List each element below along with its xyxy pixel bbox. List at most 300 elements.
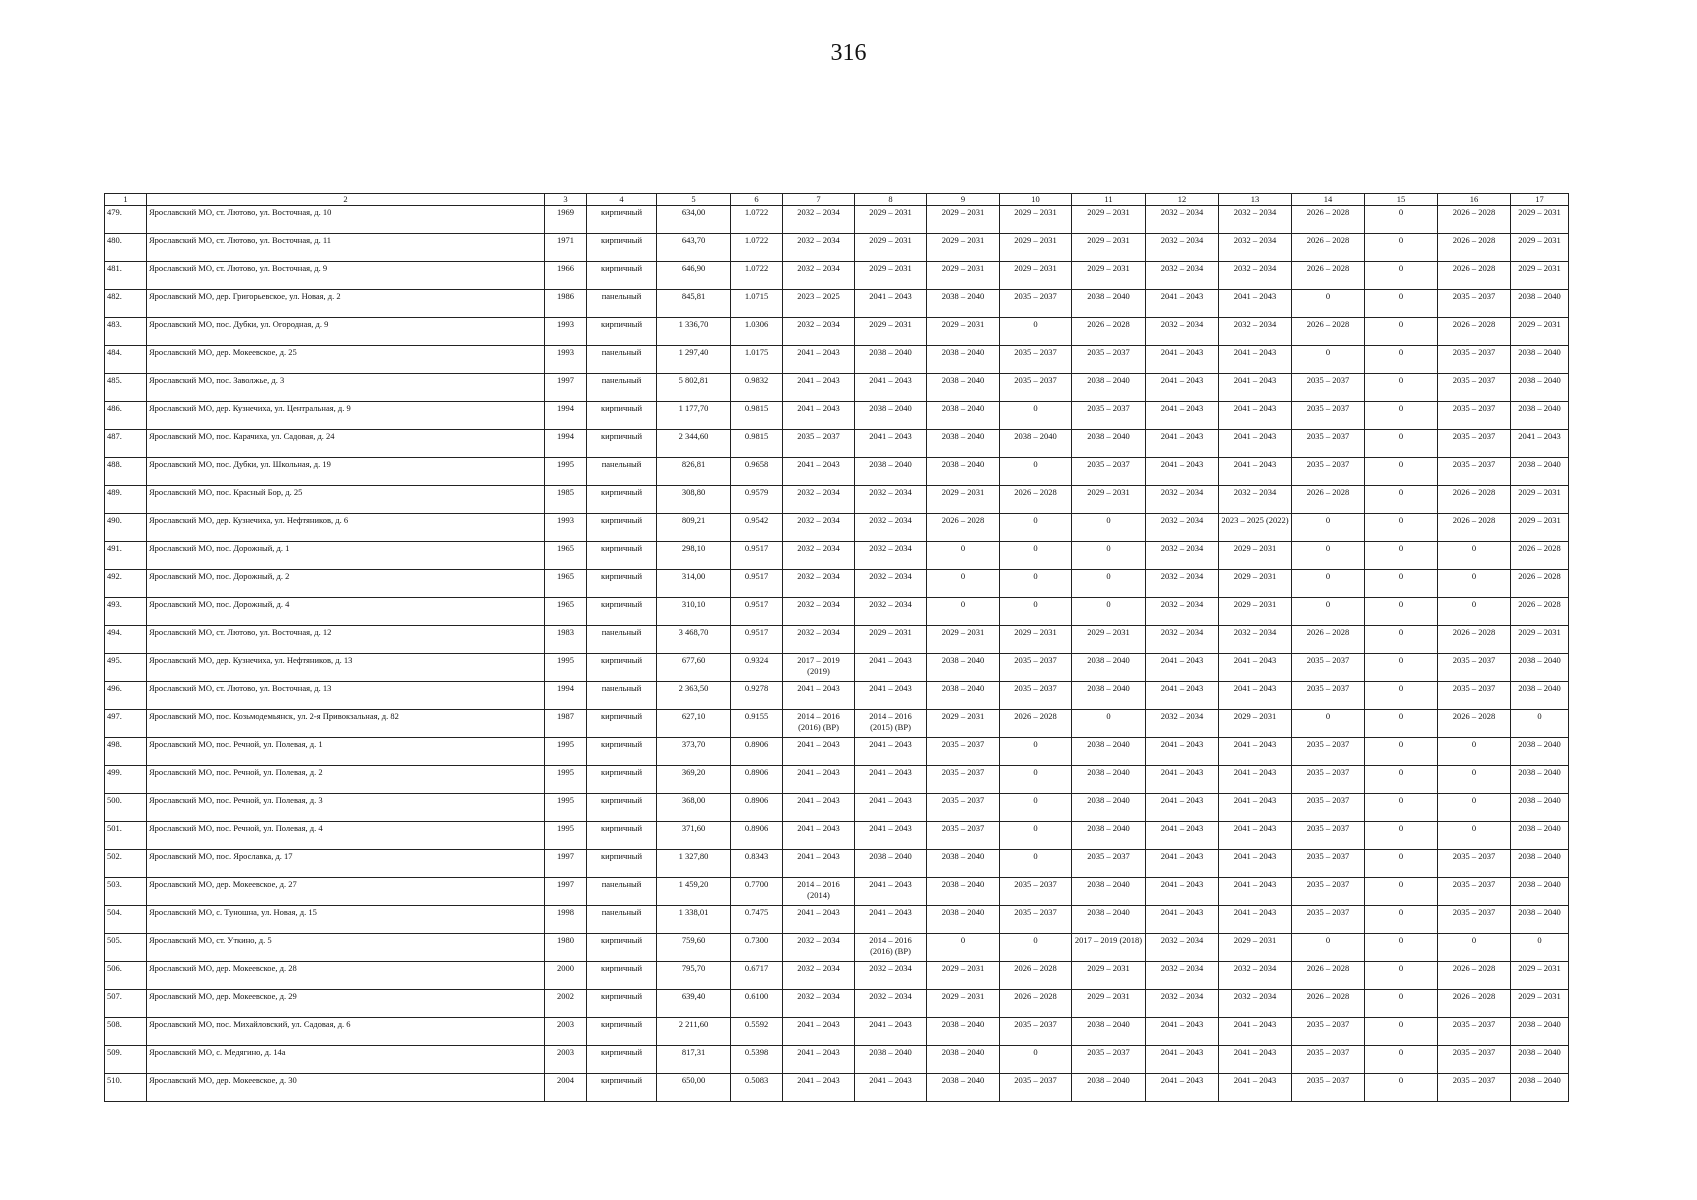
table-cell: 2038 – 2040	[1072, 1018, 1146, 1046]
table-cell: 0.7300	[731, 934, 783, 962]
table-cell: 2041 – 2043	[1219, 430, 1292, 458]
table-cell: Ярославский МО, пос. Козьмодемьянск, ул. 2-я Привокзальная, д. 82	[147, 710, 545, 738]
table-row	[105, 850, 1569, 878]
table-cell: 2029 – 2031	[927, 990, 1000, 1018]
table-row	[105, 430, 1569, 458]
table-cell: 0	[1365, 626, 1438, 654]
table-cell: 2041 – 2043	[1219, 402, 1292, 430]
table-cell: панельный	[587, 878, 657, 906]
table-cell: Ярославский МО, ст. Лютово, ул. Восточная, д. 9	[147, 262, 545, 290]
table-cell: 2041 – 2043	[1146, 1074, 1219, 1102]
table-cell: 2038 – 2040	[927, 850, 1000, 878]
table-cell: 0	[1000, 458, 1072, 486]
table-cell: 2038 – 2040	[927, 458, 1000, 486]
table-cell: 1995	[545, 738, 587, 766]
table-cell: 0.8906	[731, 822, 783, 850]
table-cell: 1994	[545, 682, 587, 710]
table-cell: 2038 – 2040	[1072, 374, 1146, 402]
table-cell: 2041 – 2043	[783, 738, 855, 766]
table-row	[105, 1018, 1569, 1046]
table-cell: 2029 – 2031	[1072, 234, 1146, 262]
table-cell: 491.	[105, 542, 147, 570]
table-cell: 2035 – 2037	[1292, 738, 1365, 766]
table-cell: 0	[1000, 542, 1072, 570]
table-cell: 2038 – 2040	[855, 402, 927, 430]
table-cell: 2041 – 2043	[783, 346, 855, 374]
table-cell: 2035 – 2037	[1438, 430, 1511, 458]
table-cell: кирпичный	[587, 514, 657, 542]
table-cell: 484.	[105, 346, 147, 374]
table-cell: 485.	[105, 374, 147, 402]
table-cell: 2038 – 2040	[855, 458, 927, 486]
table-cell: кирпичный	[587, 542, 657, 570]
table-cell: 2026 – 2028	[1000, 710, 1072, 738]
table-cell: Ярославский МО, пос. Карачиха, ул. Садовая, д. 24	[147, 430, 545, 458]
table-row	[105, 542, 1569, 570]
table-cell: 2038 – 2040	[1072, 766, 1146, 794]
table-cell: 0	[1292, 290, 1365, 318]
table-cell: 2032 – 2034	[1146, 514, 1219, 542]
table-cell: 0.8906	[731, 738, 783, 766]
table-row	[105, 346, 1569, 374]
table-cell: Ярославский МО, пос. Красный Бор, д. 25	[147, 486, 545, 514]
table-cell: 495.	[105, 654, 147, 682]
table-row	[105, 654, 1569, 682]
table-cell: 480.	[105, 234, 147, 262]
table-cell: 0	[1000, 598, 1072, 626]
table-row	[105, 486, 1569, 514]
table-cell: 2038 – 2040	[1072, 1074, 1146, 1102]
table-cell: Ярославский МО, ст. Лютово, ул. Восточная, д. 11	[147, 234, 545, 262]
table-cell: 1983	[545, 626, 587, 654]
table-cell: 2041 – 2043	[1146, 374, 1219, 402]
table-cell: 2035 – 2037	[1292, 430, 1365, 458]
table-cell: 2038 – 2040	[855, 850, 927, 878]
table-row	[105, 290, 1569, 318]
table-cell: 1965	[545, 598, 587, 626]
table-cell: 639,40	[657, 990, 731, 1018]
table-cell: 2026 – 2028	[1292, 486, 1365, 514]
table-cell: 2032 – 2034	[1219, 262, 1292, 290]
table-cell: 0	[1365, 934, 1438, 962]
table-cell: 2035 – 2037	[1000, 290, 1072, 318]
table-cell: 2017 – 2019 (2018)	[1072, 934, 1146, 962]
table-cell: 2029 – 2031	[927, 710, 1000, 738]
table-cell: Ярославский МО, ст. Лютово, ул. Восточная, д. 13	[147, 682, 545, 710]
table-cell: 2029 – 2031	[1511, 990, 1569, 1018]
table-row	[105, 374, 1569, 402]
table-cell: 0.9155	[731, 710, 783, 738]
table-cell: 2026 – 2028	[1438, 990, 1511, 1018]
table-cell: 0	[1072, 598, 1146, 626]
table-cell: 2041 – 2043	[855, 822, 927, 850]
table-cell: 0.9517	[731, 570, 783, 598]
table-cell: 2026 – 2028	[1438, 962, 1511, 990]
table-cell: 1.0306	[731, 318, 783, 346]
table-cell: 2035 – 2037	[1292, 1046, 1365, 1074]
table-cell: 2032 – 2034	[1219, 234, 1292, 262]
table-cell: 2029 – 2031	[1000, 262, 1072, 290]
table-cell: кирпичный	[587, 710, 657, 738]
table-cell: 1997	[545, 374, 587, 402]
table-cell: 479.	[105, 206, 147, 234]
table-cell: 2041 – 2043	[783, 794, 855, 822]
table-cell: 2032 – 2034	[1219, 206, 1292, 234]
table-cell: 500.	[105, 794, 147, 822]
table-cell: 2032 – 2034	[1146, 262, 1219, 290]
table-cell: 2038 – 2040	[927, 430, 1000, 458]
table-cell: 505.	[105, 934, 147, 962]
table-cell: 2038 – 2040	[1511, 878, 1569, 906]
table-cell: 2041 – 2043	[783, 458, 855, 486]
table-cell: 2032 – 2034	[1146, 990, 1219, 1018]
table-cell: 2041 – 2043	[783, 822, 855, 850]
table-cell: 506.	[105, 962, 147, 990]
table-cell: 2035 – 2037	[1292, 654, 1365, 682]
table-row	[105, 682, 1569, 710]
table-cell: 2032 – 2034	[783, 934, 855, 962]
table-cell: 0	[1000, 850, 1072, 878]
table-cell: 1995	[545, 794, 587, 822]
table-cell: 2032 – 2034	[855, 570, 927, 598]
table-cell: 2026 – 2028	[1292, 962, 1365, 990]
table-cell: 2029 – 2031	[1511, 234, 1569, 262]
table-cell: 2032 – 2034	[1219, 990, 1292, 1018]
table-cell: 371,60	[657, 822, 731, 850]
table-cell: 2 211,60	[657, 1018, 731, 1046]
table-cell: 0.9658	[731, 458, 783, 486]
table-cell: 2035 – 2037	[1292, 878, 1365, 906]
table-cell: 2029 – 2031	[927, 234, 1000, 262]
table-cell: 2014 – 2016 (2016) (ВР)	[855, 934, 927, 962]
table-cell: 0.9517	[731, 598, 783, 626]
table-cell: 2032 – 2034	[783, 318, 855, 346]
table-cell: 0	[1365, 570, 1438, 598]
table-cell: 2035 – 2037	[1438, 682, 1511, 710]
table-cell: 498.	[105, 738, 147, 766]
table-cell: 2032 – 2034	[783, 514, 855, 542]
table-cell: 2038 – 2040	[1072, 906, 1146, 934]
table-cell: 2026 – 2028	[1511, 598, 1569, 626]
table-cell: 2041 – 2043	[1146, 654, 1219, 682]
table-cell: 2038 – 2040	[927, 1018, 1000, 1046]
table-cell: 2038 – 2040	[927, 290, 1000, 318]
table-cell: 2035 – 2037	[1292, 794, 1365, 822]
table-cell: Ярославский МО, пос. Дубки, ул. Огородная, д. 9	[147, 318, 545, 346]
table-cell: 2035 – 2037	[1438, 850, 1511, 878]
table-cell: 2000	[545, 962, 587, 990]
table-cell: Ярославский МО, пос. Дорожный, д. 2	[147, 570, 545, 598]
table-cell: 2032 – 2034	[1219, 486, 1292, 514]
column-number: 12	[1146, 194, 1219, 206]
table-cell: 1987	[545, 710, 587, 738]
table-cell: 2035 – 2037	[1438, 654, 1511, 682]
table-cell: 0	[1000, 570, 1072, 598]
table-cell: 2003	[545, 1046, 587, 1074]
table-cell: 0.9324	[731, 654, 783, 682]
table-cell: 2041 – 2043	[1146, 906, 1219, 934]
table-cell: 2014 – 2016 (2015) (ВР)	[855, 710, 927, 738]
table-cell: 1995	[545, 458, 587, 486]
table-cell: 2038 – 2040	[1072, 878, 1146, 906]
table-cell: 2032 – 2034	[855, 962, 927, 990]
table-cell: 677,60	[657, 654, 731, 682]
table-cell: 2032 – 2034	[1219, 626, 1292, 654]
table-cell: 2038 – 2040	[1511, 374, 1569, 402]
table-cell: 2026 – 2028	[1072, 318, 1146, 346]
table-cell: 1986	[545, 290, 587, 318]
table-cell: 2038 – 2040	[1511, 822, 1569, 850]
table-cell: 2029 – 2031	[1219, 542, 1292, 570]
table-cell: 508.	[105, 1018, 147, 1046]
table-cell: 2026 – 2028	[1292, 234, 1365, 262]
table-cell: 502.	[105, 850, 147, 878]
table-cell: 817,31	[657, 1046, 731, 1074]
table-cell: 2026 – 2028	[1000, 990, 1072, 1018]
table-cell: 2035 – 2037	[1438, 1074, 1511, 1102]
table-cell: 2029 – 2031	[1072, 626, 1146, 654]
table-cell: 2038 – 2040	[1511, 346, 1569, 374]
table-cell: 2041 – 2043	[1219, 346, 1292, 374]
table-cell: 0	[1292, 934, 1365, 962]
table-cell: 2035 – 2037	[1292, 682, 1365, 710]
table-cell: кирпичный	[587, 850, 657, 878]
table-cell: Ярославский МО, с. Медягино, д. 14а	[147, 1046, 545, 1074]
column-number: 13	[1219, 194, 1292, 206]
table-cell: кирпичный	[587, 934, 657, 962]
table-cell: 1.0722	[731, 234, 783, 262]
table-cell: 2041 – 2043	[1219, 1074, 1292, 1102]
table-cell: 2032 – 2034	[1146, 626, 1219, 654]
table-cell: кирпичный	[587, 234, 657, 262]
table-cell: 2032 – 2034	[1219, 962, 1292, 990]
table-cell: 0	[1072, 710, 1146, 738]
table-cell: 2041 – 2043	[855, 654, 927, 682]
table-cell: 2041 – 2043	[855, 1018, 927, 1046]
table-cell: 2038 – 2040	[1511, 794, 1569, 822]
table-cell: 2029 – 2031	[1511, 514, 1569, 542]
table-cell: 1965	[545, 542, 587, 570]
table-cell: 0	[1365, 710, 1438, 738]
table-cell: кирпичный	[587, 962, 657, 990]
table-cell: Ярославский МО, дер. Кузнечиха, ул. Центральная, д. 9	[147, 402, 545, 430]
table-cell: 2035 – 2037	[927, 822, 1000, 850]
table-cell: Ярославский МО, дер. Григорьевское, ул. Новая, д. 2	[147, 290, 545, 318]
table-cell: 2032 – 2034	[855, 990, 927, 1018]
table-cell: 0.9579	[731, 486, 783, 514]
table-cell: 2004	[545, 1074, 587, 1102]
table-cell: 1997	[545, 850, 587, 878]
table-cell: 2041 – 2043	[1146, 458, 1219, 486]
table-cell: 5 802,81	[657, 374, 731, 402]
table-cell: 2032 – 2034	[855, 542, 927, 570]
table-cell: 0	[1365, 458, 1438, 486]
table-cell: 0	[927, 934, 1000, 962]
table-cell: 2026 – 2028	[1511, 542, 1569, 570]
table-cell: 2041 – 2043	[783, 1018, 855, 1046]
table-cell: 2038 – 2040	[1511, 1074, 1569, 1102]
table-cell: 3 468,70	[657, 626, 731, 654]
table-cell: 2041 – 2043	[1219, 794, 1292, 822]
table-cell: 2038 – 2040	[1072, 290, 1146, 318]
table-cell: 2041 – 2043	[1219, 1046, 1292, 1074]
table-row	[105, 262, 1569, 290]
table-cell: 0	[1365, 542, 1438, 570]
table-row	[105, 990, 1569, 1018]
table-cell: 2032 – 2034	[783, 486, 855, 514]
table-cell: 2038 – 2040	[927, 402, 1000, 430]
table-cell: 0	[1365, 1046, 1438, 1074]
table-cell: панельный	[587, 458, 657, 486]
table-cell: 2038 – 2040	[1511, 738, 1569, 766]
table-cell: Ярославский МО, с. Туношна, ул. Новая, д. 15	[147, 906, 545, 934]
table-cell: 1966	[545, 262, 587, 290]
table-cell: 2032 – 2034	[783, 234, 855, 262]
table-cell: 2026 – 2028	[1438, 626, 1511, 654]
table-cell: 2038 – 2040	[1511, 654, 1569, 682]
table-cell: 1 336,70	[657, 318, 731, 346]
table-cell: 2035 – 2037	[1000, 906, 1072, 934]
table-cell: 0	[1000, 794, 1072, 822]
table-cell: 2029 – 2031	[1511, 262, 1569, 290]
table-cell: 489.	[105, 486, 147, 514]
table-cell: 2041 – 2043	[855, 430, 927, 458]
table-cell: 2035 – 2037	[1438, 346, 1511, 374]
table-cell: Ярославский МО, дер. Мокеевское, д. 30	[147, 1074, 545, 1102]
table-cell: 2026 – 2028	[1438, 486, 1511, 514]
table-cell: 0	[1365, 346, 1438, 374]
table-cell: 0	[1000, 1046, 1072, 1074]
table-cell: 2041 – 2043	[783, 402, 855, 430]
table-cell: 0	[1072, 514, 1146, 542]
column-number: 5	[657, 194, 731, 206]
table-cell: панельный	[587, 682, 657, 710]
table-cell: 0.9815	[731, 430, 783, 458]
table-cell: 2032 – 2034	[783, 626, 855, 654]
table-cell: 2035 – 2037	[1000, 682, 1072, 710]
table-cell: 2041 – 2043	[1146, 850, 1219, 878]
table-cell: 2038 – 2040	[1511, 458, 1569, 486]
table-cell: 2026 – 2028	[1292, 990, 1365, 1018]
table-cell: 0	[1365, 1074, 1438, 1102]
table-cell: Ярославский МО, ст. Лютово, ул. Восточная, д. 10	[147, 206, 545, 234]
table-cell: 2032 – 2034	[783, 206, 855, 234]
table-cell: 2041 – 2043	[1219, 906, 1292, 934]
table-cell: 2035 – 2037	[1438, 290, 1511, 318]
table-cell: 2035 – 2037	[1292, 850, 1365, 878]
table-cell: 2041 – 2043	[783, 766, 855, 794]
table-cell: 0	[1365, 290, 1438, 318]
table-cell: 0.8906	[731, 766, 783, 794]
table-cell: 0	[1438, 934, 1511, 962]
table-cell: 2041 – 2043	[1146, 430, 1219, 458]
table-cell: 2041 – 2043	[855, 1074, 927, 1102]
table-cell: 0	[1511, 934, 1569, 962]
table-cell: 2038 – 2040	[1072, 738, 1146, 766]
table-cell: 0.8343	[731, 850, 783, 878]
table-cell: 0	[1438, 794, 1511, 822]
table-cell: 2035 – 2037	[1292, 906, 1365, 934]
column-number: 10	[1000, 194, 1072, 206]
table-cell: 0	[1438, 738, 1511, 766]
table-cell: Ярославский МО, дер. Мокеевское, д. 27	[147, 878, 545, 906]
table-cell: 2035 – 2037	[1438, 374, 1511, 402]
table-row	[105, 234, 1569, 262]
table-cell: Ярославский МО, пос. Дорожный, д. 4	[147, 598, 545, 626]
table-cell: 0	[1365, 402, 1438, 430]
table-cell: 0	[1438, 598, 1511, 626]
table-cell: 2041 – 2043	[855, 906, 927, 934]
table-cell: 2032 – 2034	[1146, 234, 1219, 262]
table-cell: 2035 – 2037	[1072, 458, 1146, 486]
table-cell: 2029 – 2031	[1000, 206, 1072, 234]
table-cell: 2026 – 2028	[1000, 486, 1072, 514]
table-cell: 2041 – 2043	[783, 682, 855, 710]
table-cell: 2029 – 2031	[927, 262, 1000, 290]
table-cell: 0	[1365, 234, 1438, 262]
table-cell: 2023 – 2025	[783, 290, 855, 318]
table-row	[105, 794, 1569, 822]
table-cell: 510.	[105, 1074, 147, 1102]
table-cell: 2029 – 2031	[855, 626, 927, 654]
table-cell: 2029 – 2031	[855, 318, 927, 346]
table-cell: 1 459,20	[657, 878, 731, 906]
table-cell: 2041 – 2043	[1511, 430, 1569, 458]
table-cell: Ярославский МО, ст. Лютово, ул. Восточная, д. 12	[147, 626, 545, 654]
table-cell: 2029 – 2031	[1219, 598, 1292, 626]
table-cell: 759,60	[657, 934, 731, 962]
table-cell: 2029 – 2031	[1511, 486, 1569, 514]
table-cell: 1993	[545, 346, 587, 374]
table-cell: 2029 – 2031	[1000, 626, 1072, 654]
table-cell: 2041 – 2043	[1146, 682, 1219, 710]
table-cell: 1997	[545, 878, 587, 906]
table-cell: 2041 – 2043	[1146, 346, 1219, 374]
table-cell: кирпичный	[587, 486, 657, 514]
table-cell: 0.9832	[731, 374, 783, 402]
table-cell: 0	[1438, 570, 1511, 598]
table-cell: 2003	[545, 1018, 587, 1046]
table-cell: Ярославский МО, дер. Мокеевское, д. 25	[147, 346, 545, 374]
table-cell: 2026 – 2028	[1438, 514, 1511, 542]
table-cell: 0	[1292, 598, 1365, 626]
table-cell: кирпичный	[587, 1018, 657, 1046]
table-cell: Ярославский МО, пос. Речной, ул. Полевая, д. 1	[147, 738, 545, 766]
table-cell: 0.6100	[731, 990, 783, 1018]
table-cell: 2026 – 2028	[1292, 262, 1365, 290]
table-cell: 2029 – 2031	[927, 962, 1000, 990]
table-cell: 627,10	[657, 710, 731, 738]
table-cell: кирпичный	[587, 1046, 657, 1074]
table-cell: 2026 – 2028	[1511, 570, 1569, 598]
table-cell: 0	[1511, 710, 1569, 738]
table-cell: 2026 – 2028	[1438, 318, 1511, 346]
table-cell: 488.	[105, 458, 147, 486]
table-cell: 2029 – 2031	[927, 206, 1000, 234]
table-cell: 2035 – 2037	[1292, 402, 1365, 430]
table-cell: 2041 – 2043	[783, 906, 855, 934]
table-cell: 492.	[105, 570, 147, 598]
table-cell: 0	[1365, 850, 1438, 878]
table-cell: 0	[1365, 962, 1438, 990]
table-cell: 2026 – 2028	[1438, 234, 1511, 262]
table-cell: 646,90	[657, 262, 731, 290]
table-cell: 2035 – 2037	[1292, 1018, 1365, 1046]
table-row	[105, 626, 1569, 654]
table-row	[105, 318, 1569, 346]
table-cell: 1.0715	[731, 290, 783, 318]
table-cell: 2035 – 2037	[1072, 850, 1146, 878]
